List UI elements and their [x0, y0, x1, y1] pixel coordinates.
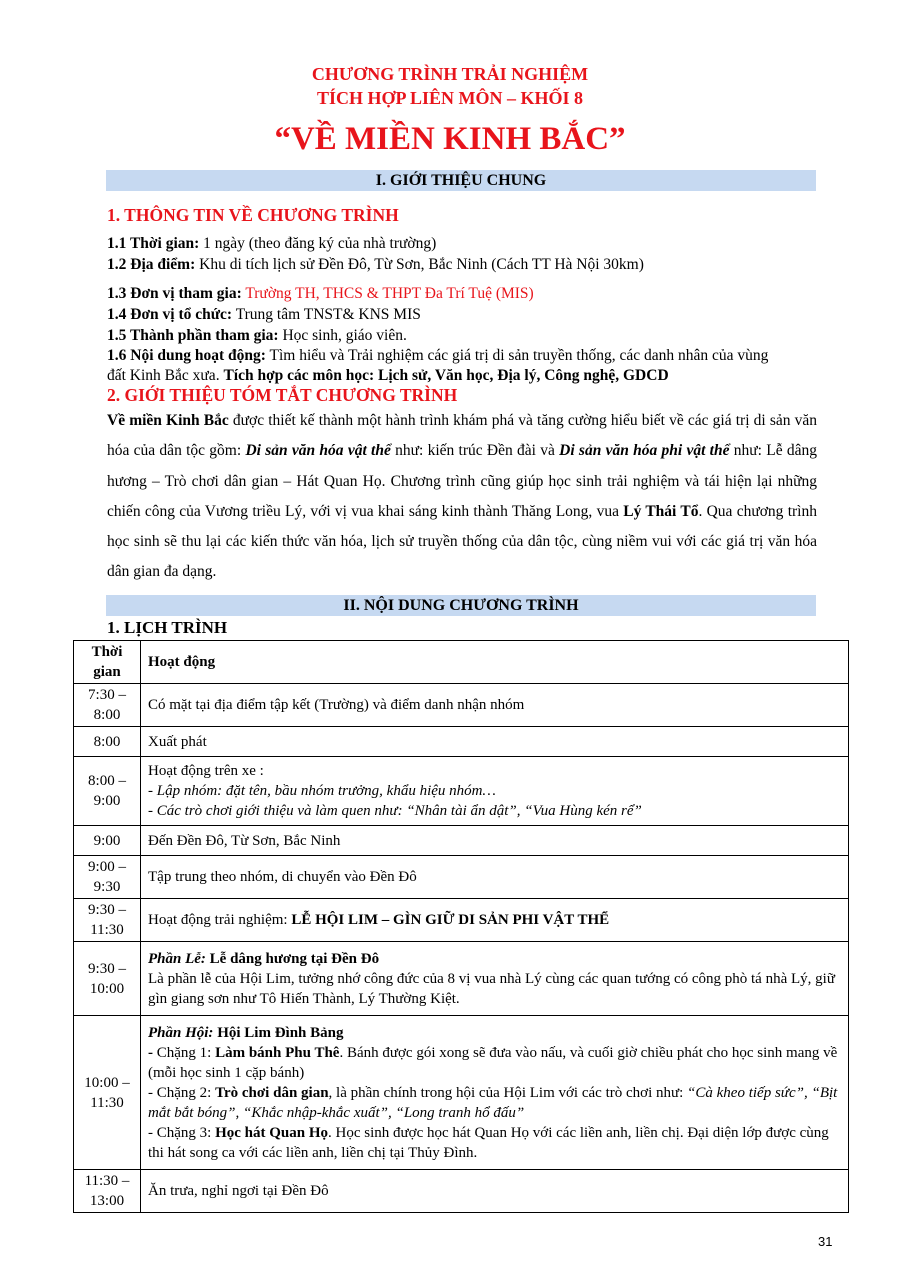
- section-band-2: II. NỘI DUNG CHƯƠNG TRÌNH: [106, 595, 816, 616]
- info-item-organizer: 1.4 Đơn vị tổ chức: Trung tâm TNST& KNS MIS: [107, 306, 421, 323]
- schedule-table: [73, 640, 849, 1213]
- row-activity: Phần Lễ: Lễ dâng hương tại Đền Đô Là phần lễ của Hội Lim, tưởng nhớ công đức của 8 vị vua nhà Lý cùng các quan tướng có công phò tá nhà Lý, giữ gìn giang sơn như Tô Hiến Thành, Lý Thường Kiệt.: [141, 942, 849, 1016]
- info-item-content: 1.6 Nội dung hoạt động: Tìm hiểu và Trải nghiệm các giá trị di sản truyền thống, các danh nhân của vùng: [107, 347, 769, 364]
- header-time: Thời gian: [74, 641, 141, 684]
- table-row: [74, 1170, 849, 1213]
- program-title: “VỀ MIỀN KINH BẮC”: [274, 121, 626, 157]
- row-activity: Hoạt động trên xe : - Lập nhóm: đặt tên, bầu nhóm trưởng, khẩu hiệu nhóm… - Các trò chơi giới thiệu và làm quen như: “Nhân tài ẩn dật”, “Vua Hùng kén rể”: [141, 757, 849, 826]
- row-time: 8:00: [74, 727, 141, 757]
- header-line1: CHƯƠNG TRÌNH TRẢI NGHIỆM: [311, 64, 589, 84]
- info-item-time: 1.1 Thời gian: 1 ngày (theo đăng ký của nhà trường): [107, 235, 437, 252]
- row-time: 7:30 – 8:00: [74, 684, 141, 727]
- table-row: [74, 757, 849, 826]
- row-time: 11:30 – 13:00: [74, 1170, 141, 1213]
- row-activity: Tập trung theo nhóm, di chuyển vào Đền Đô: [141, 856, 849, 899]
- section-heading-summary: 2. GIỚI THIỆU TÓM TẮT CHƯƠNG TRÌNH: [107, 385, 458, 405]
- header-activity: Hoạt động: [141, 641, 849, 684]
- info-item-location: 1.2 Địa điểm: Khu di tích lịch sử Đền Đô, Từ Sơn, Bắc Ninh (Cách TT Hà Nội 30km): [107, 256, 644, 273]
- row-activity: Ăn trưa, nghỉ ngơi tại Đền Đô: [141, 1170, 849, 1213]
- header-line2: TÍCH HỢP LIÊN MÔN – KHỐI 8: [316, 88, 584, 108]
- table-row: [74, 942, 849, 1016]
- table-row: [74, 684, 849, 727]
- table-row: [74, 856, 849, 899]
- row-time: 9:00 – 9:30: [74, 856, 141, 899]
- section-band-1: I. GIỚI THIỆU CHUNG: [106, 170, 816, 191]
- table-row: [74, 826, 849, 856]
- table-row: [74, 1016, 849, 1170]
- summary-paragraph: Về miền Kinh Bắc được thiết kế thành một hành trình khám phá và tăng cường hiểu biết về các giá trị di sản văn hóa của dân tộc gồm: Di sản văn hóa vật thể như: kiến trúc Đền đài và Di sản văn hóa phi vật thể như: Lễ dâng hương – Trò chơi dân gian – Hát Quan Họ. Chương trình cũng giúp học sinh trải nghiệm và tái hiện lại những chiến công của Vương triều Lý, với vị vua khai sáng kinh thành Thăng Long, vua Lý Thái Tổ. Qua chương trình học sinh sẽ thu lại các kiến thức văn hóa, lịch sử truyền thống của dân tộc, cùng niềm vui với các giá trị văn hóa dân gian đa dạng.: [107, 412, 818, 581]
- section-heading-info: 1. THÔNG TIN VỀ CHƯƠNG TRÌNH: [107, 205, 399, 225]
- table-header-row: [74, 641, 849, 684]
- row-activity: Đến Đền Đô, Từ Sơn, Bắc Ninh: [141, 826, 849, 856]
- info-item-participant-unit: 1.3 Đơn vị tham gia: Trường TH, THCS & THPT Đa Trí Tuệ (MIS): [107, 285, 534, 302]
- row-time: 9:00: [74, 826, 141, 856]
- page-number: 31: [818, 1234, 833, 1249]
- row-time: 9:30 – 10:00: [74, 942, 141, 1016]
- row-activity: Hoạt động trải nghiệm: LỄ HỘI LIM – GÌN GIỮ DI SẢN PHI VẬT THỂ: [141, 899, 849, 942]
- row-activity: Phần Hội: Hội Lim Đình Bảng - Chặng 1: Làm bánh Phu Thê. Bánh được gói xong sẽ đưa vào nấu, và cuối giờ chiều phát cho học sinh mang về (mỗi học sinh 1 cặp bánh) - Chặng 2: Trò chơi dân gian, là phần chính trong hội của Hội Lim với các trò chơi như: “Cà kheo tiếp sức”, “Bịt mắt bắt bóng”, “Khắc nhập-khắc xuất”, “Long tranh hổ đấu” - Chặng 3: Học hát Quan Họ. Học sinh được học hát Quan Họ với các liền anh, liền chị. Đại diện lớp được cùng thi hát song ca với các liền anh, liền chị tại Thủy Đình.: [141, 1016, 849, 1170]
- info-item-content-cont: đất Kinh Bắc xưa. Tích hợp các môn học: Lịch sử, Văn học, Địa lý, Công nghệ, GDCD: [107, 367, 669, 384]
- row-time: 9:30 – 11:30: [74, 899, 141, 942]
- info-item-participants: 1.5 Thành phần tham gia: Học sinh, giáo viên.: [107, 327, 407, 344]
- table-row: [74, 727, 849, 757]
- row-time: 10:00 – 11:30: [74, 1016, 141, 1170]
- table-row: [74, 899, 849, 942]
- schedule-heading: 1. LỊCH TRÌNH: [107, 618, 228, 637]
- row-activity: Có mặt tại địa điểm tập kết (Trường) và điểm danh nhận nhóm: [141, 684, 849, 727]
- row-time: 8:00 – 9:00: [74, 757, 141, 826]
- row-activity: Xuất phát: [141, 727, 849, 757]
